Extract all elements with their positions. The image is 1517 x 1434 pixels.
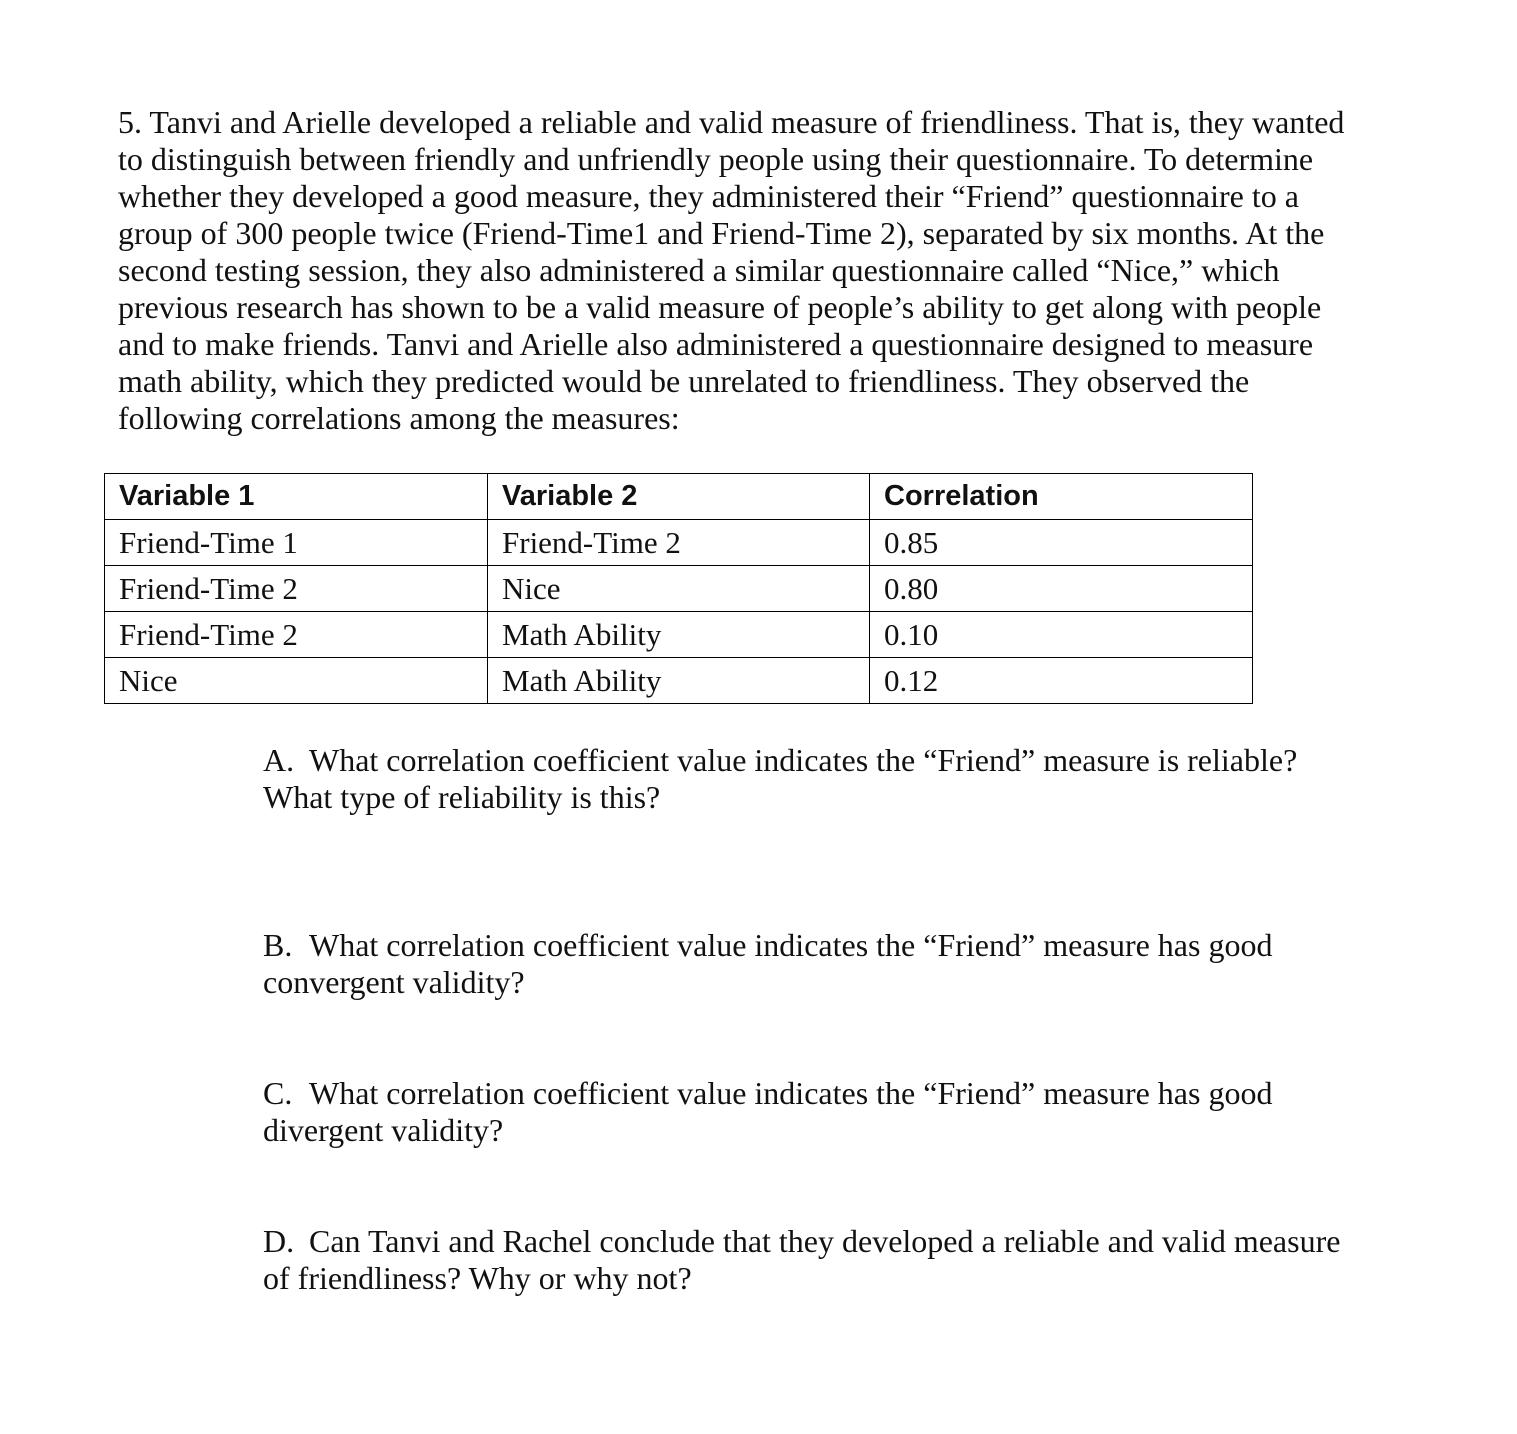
cell-variable-2: Friend-Time 2 xyxy=(488,520,870,566)
cell-variable-2: Math Ability xyxy=(488,612,870,658)
question-letter: B. xyxy=(263,927,293,963)
question-b xyxy=(263,927,1463,1001)
cell-variable-1: Nice xyxy=(105,658,488,704)
question-text-line: divergent validity? xyxy=(263,1112,504,1148)
intro-line: and to make friends. Tanvi and Arielle also administered a questionnaire designed to measure xyxy=(118,326,1314,362)
cell-correlation: 0.10 xyxy=(870,612,1253,658)
cell-variable-2: Math Ability xyxy=(488,658,870,704)
cell-variable-1: Friend-Time 2 xyxy=(105,566,488,612)
intro-line: previous research has shown to be a valid measure of people’s ability to get along with people xyxy=(118,289,1322,325)
cell-variable-1: Friend-Time 2 xyxy=(105,612,488,658)
table-header-row xyxy=(105,474,1253,520)
question-text-line: What correlation coefficient value indicates the “Friend” measure has good xyxy=(309,927,1273,963)
intro-line: following correlations among the measures: xyxy=(118,400,680,436)
question-text-line: What type of reliability is this? xyxy=(263,779,661,815)
header-correlation: Correlation xyxy=(870,474,1253,520)
cell-correlation: 0.85 xyxy=(870,520,1253,566)
question-a xyxy=(263,742,1463,816)
intro-line: to distinguish between friendly and unfriendly people using their questionnaire. To determine xyxy=(118,141,1314,177)
question-text-line: of friendliness? Why or why not? xyxy=(263,1260,692,1296)
problem-intro-paragraph xyxy=(118,104,1378,437)
intro-line: math ability, which they predicted would be unrelated to friendliness. They observed the xyxy=(118,363,1250,399)
cell-variable-1: Friend-Time 1 xyxy=(105,520,488,566)
cell-correlation: 0.12 xyxy=(870,658,1253,704)
cell-variable-2: Nice xyxy=(488,566,870,612)
question-letter: C. xyxy=(263,1075,293,1111)
question-text-line: Can Tanvi and Rachel conclude that they developed a reliable and valid measure xyxy=(309,1223,1341,1259)
intro-line: group of 300 people twice (Friend-Time1 and Friend-Time 2), separated by six months. At the xyxy=(118,215,1325,251)
cell-correlation: 0.80 xyxy=(870,566,1253,612)
intro-line: second testing session, they also administered a similar questionnaire called “Nice,” which xyxy=(118,252,1280,288)
question-text-line: What correlation coefficient value indicates the “Friend” measure is reliable? xyxy=(309,742,1298,778)
intro-line: 5. Tanvi and Arielle developed a reliable and valid measure of friendliness. That is, they wanted xyxy=(118,104,1345,140)
intro-line: whether they developed a good measure, they administered their “Friend” questionnaire to a xyxy=(118,178,1299,214)
question-letter: A. xyxy=(263,742,295,778)
correlation-table xyxy=(104,473,1253,704)
table-row xyxy=(105,566,1253,612)
header-variable-1: Variable 1 xyxy=(105,474,488,520)
question-text-line: What correlation coefficient value indicates the “Friend” measure has good xyxy=(309,1075,1273,1111)
table-row xyxy=(105,520,1253,566)
question-text-line: convergent validity? xyxy=(263,964,525,1000)
question-c xyxy=(263,1075,1463,1149)
table-row xyxy=(105,612,1253,658)
question-d xyxy=(263,1223,1463,1297)
header-variable-2: Variable 2 xyxy=(488,474,870,520)
question-letter: D. xyxy=(263,1223,295,1259)
table-row xyxy=(105,658,1253,704)
